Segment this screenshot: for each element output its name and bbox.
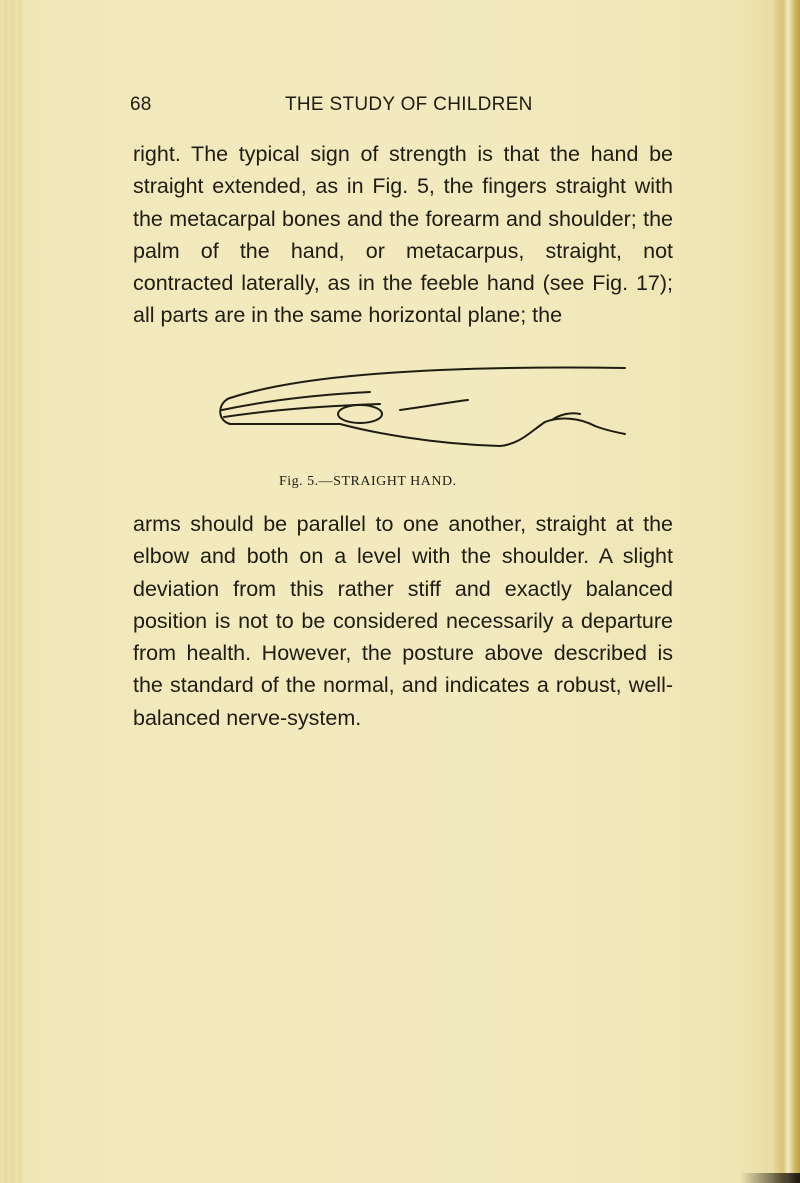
paragraph-top: right. The typical sign of strength is that the hand be straight extended, as in Fig. 5, the fingers straight with the metacarpal bones and the forearm and shoulder; the palm of the hand, or metacarpus, straight, not contracted laterally, as in the feeble hand (see Fig. 17); all parts are in the same horizontal plane; the [133,142,673,328]
paragraph-bottom: arms should be parallel to one another, straight at the elbow and both on a level with the shoulder. A slight deviation from this rather stiff and exactly balanced position is not to be considered necessarily a departure from health. However, the posture above described is the standard of the normal, and indicates a robust, well-balanced nerve-system. [133,512,673,730]
page-fore-edge [774,0,800,1183]
corner-shadow [740,1173,800,1183]
straight-hand-illustration [200,362,630,452]
figure-caption: Fig. 5.—STRAIGHT HAND. [279,474,457,489]
page-number: 68 [130,94,152,115]
running-head [130,94,550,124]
running-title: THE STUDY OF CHILDREN [285,94,533,115]
page-gutter-edge [0,0,22,1183]
